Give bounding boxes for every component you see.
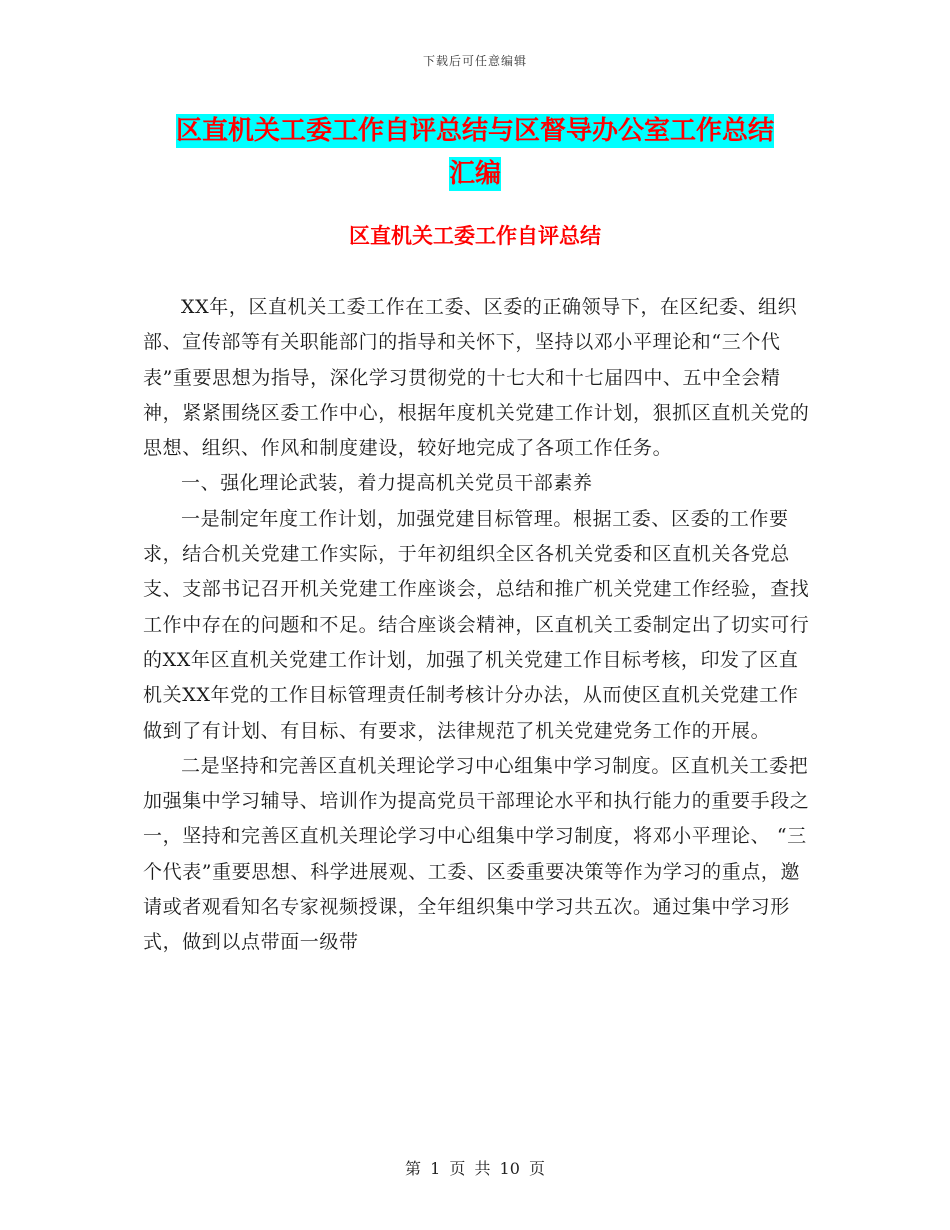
section-title: 区直机关工委工作自评总结 bbox=[349, 224, 601, 248]
paragraph: 一是制定年度工作计划，加强党建目标管理。根据工委、区委的工作要求，结合机关党建工作实际，于年初组织全区各机关党委和区直机关各党总支、支部书记召开机关党建工作座谈会，总结和推广机关党建工作经验，查找工作中存在的问题和不足。结合座谈会精神，区直机关工委制定出了切实可行的XX年区直机关党建工作计划，加强了机关党建工作目标考核，印发了区直机关XX年党的工作目标管理责任制考核计分办法，从而使区直机关党建工作做到了有计划、有目标、有要求，法律规范了机关党建党务工作的开展。 bbox=[143, 507, 810, 742]
document-title-line-1 bbox=[0, 114, 950, 148]
page-footer-number: 第 1 页 共 10 页 bbox=[405, 1159, 545, 1178]
paragraph-heading: 一、强化理论武装，着力提高机关党员干部素养 bbox=[181, 472, 593, 495]
document-title-text-2: 汇编 bbox=[448, 159, 501, 189]
page-header-note: 下载后可任意编辑 bbox=[422, 54, 527, 68]
document-title-text-1: 区直机关工委工作自评总结与区督导办公室工作总结 bbox=[175, 116, 774, 146]
paragraph: XX年，区直机关工委工作在工委、区委的正确领导下，在区纪委、组织部、宣传部等有关职能部门的指导和关怀下，坚持以邓小平理论和“三个代表”重要思想为指导，深化学习贯彻党的十七大和十七届四中、五中全会精神，紧紧围绕区委工作中心，根据年度机关党建工作计划，狠抓区直机关党的思想、组织、作风和制度建设，较好地完成了各项工作任务。 bbox=[143, 296, 810, 460]
document-body bbox=[143, 290, 813, 961]
paragraph: 二是坚持和完善区直机关理论学习中心组集中学习制度。区直机关工委把加强集中学习辅导、培训作为提高党员干部理论水平和执行能力的重要手段之一，坚持和完善区直机关理论学习中心组集中学习制度，将邓小平理论、 “三个代表”重要思想、科学进展观、工委、区委重要决策等作为学习的重点，邀请或者观看知名专家视频授课，全年组织集中学习共五次。通过集中学习形式，做到以点带面一级带 bbox=[143, 754, 810, 954]
document-title-line-2 bbox=[0, 157, 950, 191]
